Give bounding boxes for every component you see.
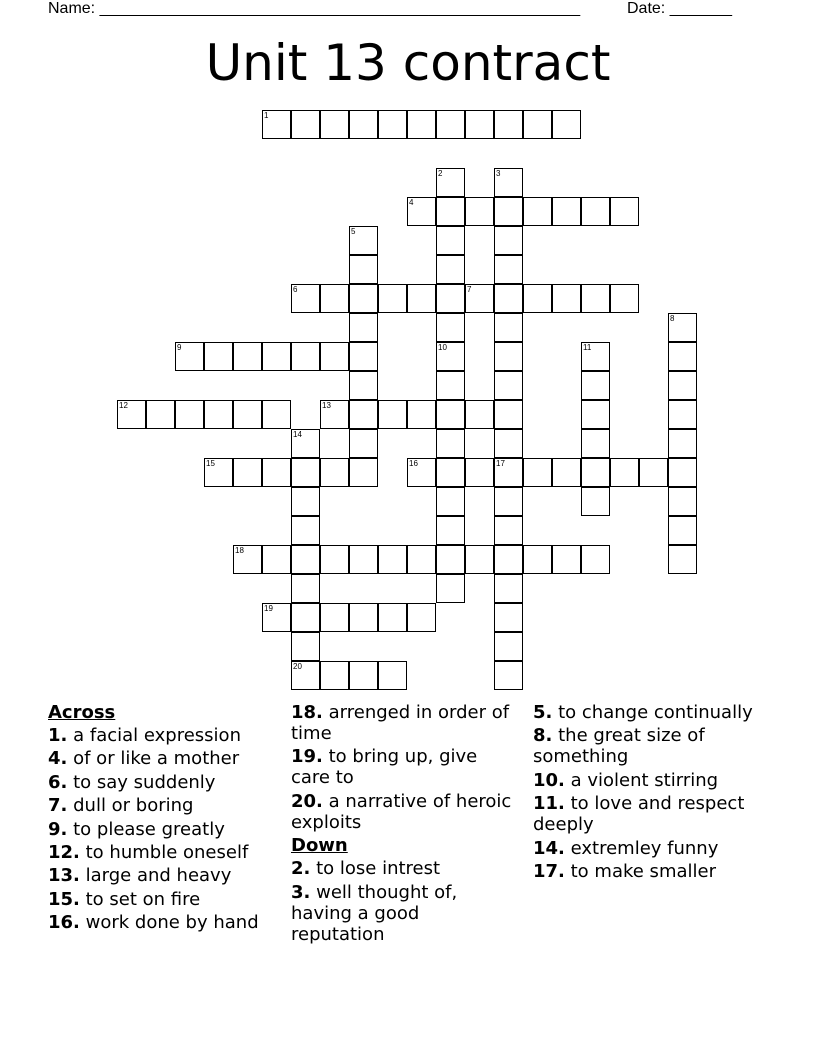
answer-cell[interactable] — [436, 110, 465, 139]
clue-text: to bring up, give care to — [291, 746, 478, 789]
answer-cell[interactable] — [175, 400, 204, 429]
clue-down-17 — [533, 861, 778, 882]
clue-across-20 — [291, 791, 516, 833]
clue-text: to change continually — [558, 702, 753, 723]
date-field-line: Date: _______ — [627, 0, 732, 17]
clue-text: to lose intrest — [316, 858, 441, 880]
cell-number: 14 — [293, 430, 302, 439]
answer-cell[interactable] — [668, 545, 697, 574]
answer-cell[interactable] — [610, 197, 639, 226]
answer-cell[interactable] — [494, 516, 523, 545]
clue-number: 1. — [48, 725, 68, 746]
answer-cell[interactable] — [378, 603, 407, 632]
clue-text: a facial expression — [73, 725, 241, 746]
answer-cell[interactable] — [552, 545, 581, 574]
answer-cell[interactable] — [494, 313, 523, 342]
clue-text: work done by hand — [85, 912, 259, 934]
answer-cell[interactable] — [349, 226, 378, 255]
answer-cell[interactable] — [407, 110, 436, 139]
answer-cell[interactable] — [349, 429, 378, 458]
answer-cell[interactable] — [291, 110, 320, 139]
answer-cell[interactable] — [204, 342, 233, 371]
clue-number: 5. — [533, 702, 553, 723]
clue-text: to set on fire — [85, 888, 201, 910]
clue-across-12 — [48, 842, 283, 863]
answer-cell[interactable] — [668, 400, 697, 429]
answer-cell[interactable] — [494, 603, 523, 632]
answer-cell[interactable] — [581, 400, 610, 429]
answer-cell[interactable] — [407, 400, 436, 429]
cell-number: 12 — [119, 401, 128, 410]
cell-number: 8 — [670, 314, 675, 323]
answer-cell[interactable] — [320, 661, 349, 690]
clue-down-2 — [291, 858, 516, 879]
answer-cell[interactable] — [494, 661, 523, 690]
answer-cell[interactable] — [581, 458, 610, 487]
clue-text: to humble oneself — [85, 841, 249, 863]
clue-text: well thought of, having a good reputation — [291, 881, 458, 945]
answer-cell[interactable] — [494, 487, 523, 516]
answer-cell[interactable] — [378, 400, 407, 429]
answer-cell[interactable] — [581, 284, 610, 313]
answer-cell[interactable] — [494, 574, 523, 603]
clue-number: 10. — [533, 769, 565, 791]
answer-cell[interactable] — [291, 632, 320, 661]
answer-cell[interactable] — [436, 255, 465, 284]
cell-number: 19 — [264, 604, 273, 613]
answer-cell[interactable] — [233, 342, 262, 371]
cell-number: 16 — [409, 459, 418, 468]
clue-across-16 — [48, 912, 283, 933]
answer-cell[interactable] — [494, 284, 523, 313]
answer-cell[interactable] — [320, 400, 349, 429]
answer-cell[interactable] — [262, 400, 291, 429]
answer-cell[interactable] — [581, 545, 610, 574]
answer-cell[interactable] — [494, 429, 523, 458]
clue-text: a violent stirring — [570, 769, 719, 791]
answer-cell[interactable] — [668, 342, 697, 371]
answer-cell[interactable] — [320, 342, 349, 371]
answer-cell[interactable] — [668, 429, 697, 458]
answer-cell[interactable] — [523, 197, 552, 226]
answer-cell[interactable] — [494, 458, 523, 487]
answer-cell[interactable] — [349, 313, 378, 342]
clue-down-10 — [533, 770, 778, 791]
clue-across-1 — [48, 725, 283, 746]
cell-number: 18 — [235, 546, 244, 555]
clue-number: 13. — [48, 865, 80, 887]
clue-down-11 — [533, 793, 778, 835]
answer-cell[interactable] — [349, 110, 378, 139]
answer-cell[interactable] — [465, 458, 494, 487]
name-field-line: Name: ______________________________________________________ — [48, 0, 581, 17]
clue-number: 14. — [533, 837, 565, 859]
answer-cell[interactable] — [668, 516, 697, 545]
answer-cell[interactable] — [291, 342, 320, 371]
down-heading: Down — [291, 835, 348, 857]
answer-cell[interactable] — [320, 458, 349, 487]
answer-cell[interactable] — [523, 110, 552, 139]
clue-number: 11. — [533, 793, 565, 815]
answer-cell[interactable] — [349, 603, 378, 632]
answer-cell[interactable] — [494, 110, 523, 139]
answer-cell[interactable] — [407, 197, 436, 226]
answer-cell[interactable] — [552, 284, 581, 313]
clue-number: 19. — [291, 746, 323, 768]
answer-cell[interactable] — [349, 545, 378, 574]
answer-cell[interactable] — [494, 168, 523, 197]
answer-cell[interactable] — [494, 632, 523, 661]
answer-cell[interactable] — [523, 545, 552, 574]
clue-number: 7. — [48, 795, 68, 817]
answer-cell[interactable] — [552, 110, 581, 139]
answer-cell[interactable] — [465, 545, 494, 574]
answer-cell[interactable] — [262, 110, 291, 139]
cell-number: 17 — [496, 459, 505, 468]
answer-cell[interactable] — [262, 545, 291, 574]
clues-column-3 — [533, 702, 778, 884]
answer-cell[interactable] — [320, 284, 349, 313]
answer-cell[interactable] — [233, 458, 262, 487]
answer-cell[interactable] — [668, 313, 697, 342]
clue-number: 12. — [48, 841, 80, 863]
answer-cell[interactable] — [494, 255, 523, 284]
clue-text: the great size of something — [533, 725, 705, 768]
answer-cell[interactable] — [378, 661, 407, 690]
answer-cell[interactable] — [407, 603, 436, 632]
clue-text: extremley funny — [570, 837, 719, 859]
answer-cell[interactable] — [262, 342, 291, 371]
answer-cell[interactable] — [436, 197, 465, 226]
answer-cell[interactable] — [349, 371, 378, 400]
clue-text: large and heavy — [85, 865, 232, 887]
clue-down-3 — [291, 882, 516, 945]
answer-cell[interactable] — [436, 226, 465, 255]
answer-cell[interactable] — [610, 284, 639, 313]
answer-cell[interactable] — [291, 545, 320, 574]
clue-number: 15. — [48, 888, 80, 910]
clue-across-19 — [291, 746, 516, 788]
answer-cell[interactable] — [349, 255, 378, 284]
answer-cell[interactable] — [436, 458, 465, 487]
answer-cell[interactable] — [436, 574, 465, 603]
answer-cell[interactable] — [639, 458, 668, 487]
answer-cell[interactable] — [436, 545, 465, 574]
clue-across-13 — [48, 865, 283, 886]
answer-cell[interactable] — [668, 487, 697, 516]
clue-across-18 — [291, 702, 516, 744]
clue-number: 2. — [291, 858, 311, 880]
answer-cell[interactable] — [494, 371, 523, 400]
cell-number: 10 — [438, 343, 447, 352]
answer-cell[interactable] — [610, 458, 639, 487]
clue-text: to love and respect deeply — [533, 793, 745, 836]
answer-cell[interactable] — [320, 603, 349, 632]
answer-cell[interactable] — [668, 458, 697, 487]
cell-number: 15 — [206, 459, 215, 468]
answer-cell[interactable] — [349, 400, 378, 429]
cell-number: 9 — [177, 343, 182, 352]
answer-cell[interactable] — [436, 400, 465, 429]
answer-cell[interactable] — [494, 545, 523, 574]
answer-cell[interactable] — [407, 545, 436, 574]
answer-cell[interactable] — [552, 458, 581, 487]
cell-number: 13 — [322, 401, 331, 410]
answer-cell[interactable] — [494, 226, 523, 255]
clue-text: to make smaller — [570, 860, 716, 882]
answer-cell[interactable] — [262, 603, 291, 632]
clue-number: 9. — [48, 818, 68, 840]
answer-cell[interactable] — [291, 661, 320, 690]
clue-down-14 — [533, 838, 778, 859]
answer-cell[interactable] — [349, 284, 378, 313]
puzzle-title: Unit 13 contract — [205, 34, 611, 92]
answer-cell[interactable] — [204, 400, 233, 429]
answer-cell[interactable] — [436, 168, 465, 197]
cell-number: 6 — [293, 285, 298, 294]
answer-cell[interactable] — [436, 371, 465, 400]
answer-cell[interactable] — [291, 603, 320, 632]
clue-across-15 — [48, 889, 283, 910]
clue-down-8 — [533, 725, 778, 767]
answer-cell[interactable] — [291, 487, 320, 516]
clues-column-2 — [291, 702, 516, 947]
answer-cell[interactable] — [233, 400, 262, 429]
cell-number: 20 — [293, 662, 302, 671]
answer-cell[interactable] — [436, 516, 465, 545]
clue-number: 17. — [533, 860, 565, 882]
cell-number: 1 — [264, 111, 269, 120]
clue-number: 4. — [48, 748, 68, 770]
clue-text: a narrative of heroic exploits — [291, 790, 512, 833]
clue-down-5 — [533, 702, 778, 723]
answer-cell[interactable] — [436, 313, 465, 342]
clue-number: 6. — [48, 771, 68, 793]
answer-cell[interactable] — [523, 458, 552, 487]
answer-cell[interactable] — [262, 458, 291, 487]
answer-cell[interactable] — [291, 429, 320, 458]
answer-cell[interactable] — [465, 284, 494, 313]
answer-cell[interactable] — [204, 458, 233, 487]
clue-text: dull or boring — [73, 795, 194, 817]
answer-cell[interactable] — [523, 284, 552, 313]
answer-cell[interactable] — [233, 545, 262, 574]
answer-cell[interactable] — [349, 661, 378, 690]
answer-cell[interactable] — [494, 197, 523, 226]
clue-across-9 — [48, 819, 283, 840]
answer-cell[interactable] — [407, 458, 436, 487]
answer-cell[interactable] — [378, 545, 407, 574]
cell-number: 11 — [583, 343, 592, 352]
answer-cell[interactable] — [291, 284, 320, 313]
answer-cell[interactable] — [407, 284, 436, 313]
clue-number: 8. — [533, 725, 553, 747]
clue-across-7 — [48, 795, 283, 816]
answer-cell[interactable] — [581, 429, 610, 458]
answer-cell[interactable] — [465, 400, 494, 429]
cell-number: 7 — [467, 285, 472, 294]
clue-number: 18. — [291, 702, 323, 723]
answer-cell[interactable] — [349, 342, 378, 371]
answer-cell[interactable] — [465, 197, 494, 226]
answer-cell[interactable] — [291, 516, 320, 545]
answer-cell[interactable] — [436, 284, 465, 313]
clue-across-6 — [48, 772, 283, 793]
clue-text: to please greatly — [73, 818, 225, 840]
clue-across-4 — [48, 748, 283, 769]
answer-cell[interactable] — [320, 545, 349, 574]
answer-cell[interactable] — [465, 110, 494, 139]
cell-number: 4 — [409, 198, 414, 207]
answer-cell[interactable] — [320, 110, 349, 139]
answer-cell[interactable] — [581, 342, 610, 371]
clue-number: 20. — [291, 790, 323, 812]
across-heading: Across — [48, 702, 116, 723]
cell-number: 2 — [438, 169, 443, 178]
answer-cell[interactable] — [436, 487, 465, 516]
answer-cell[interactable] — [494, 400, 523, 429]
cell-number: 3 — [496, 169, 501, 178]
answer-cell[interactable] — [291, 458, 320, 487]
answer-cell[interactable] — [291, 574, 320, 603]
answer-cell[interactable] — [581, 197, 610, 226]
clue-text: arrenged in order of time — [291, 702, 510, 744]
cell-number: 5 — [351, 227, 356, 236]
answer-cell[interactable] — [552, 197, 581, 226]
answer-cell[interactable] — [146, 400, 175, 429]
clue-text: to say suddenly — [73, 771, 216, 793]
clue-number: 16. — [48, 912, 80, 934]
answer-cell[interactable] — [378, 284, 407, 313]
answer-cell[interactable] — [117, 400, 146, 429]
answer-cell[interactable] — [668, 371, 697, 400]
answer-cell[interactable] — [436, 429, 465, 458]
clues-column-1 — [48, 702, 283, 936]
answer-cell[interactable] — [436, 342, 465, 371]
answer-cell[interactable] — [581, 371, 610, 400]
answer-cell[interactable] — [378, 110, 407, 139]
answer-cell[interactable] — [494, 342, 523, 371]
clue-number: 3. — [291, 881, 311, 903]
answer-cell[interactable] — [581, 487, 610, 516]
clue-text: of or like a mother — [73, 748, 240, 770]
answer-cell[interactable] — [175, 342, 204, 371]
answer-cell[interactable] — [349, 458, 378, 487]
